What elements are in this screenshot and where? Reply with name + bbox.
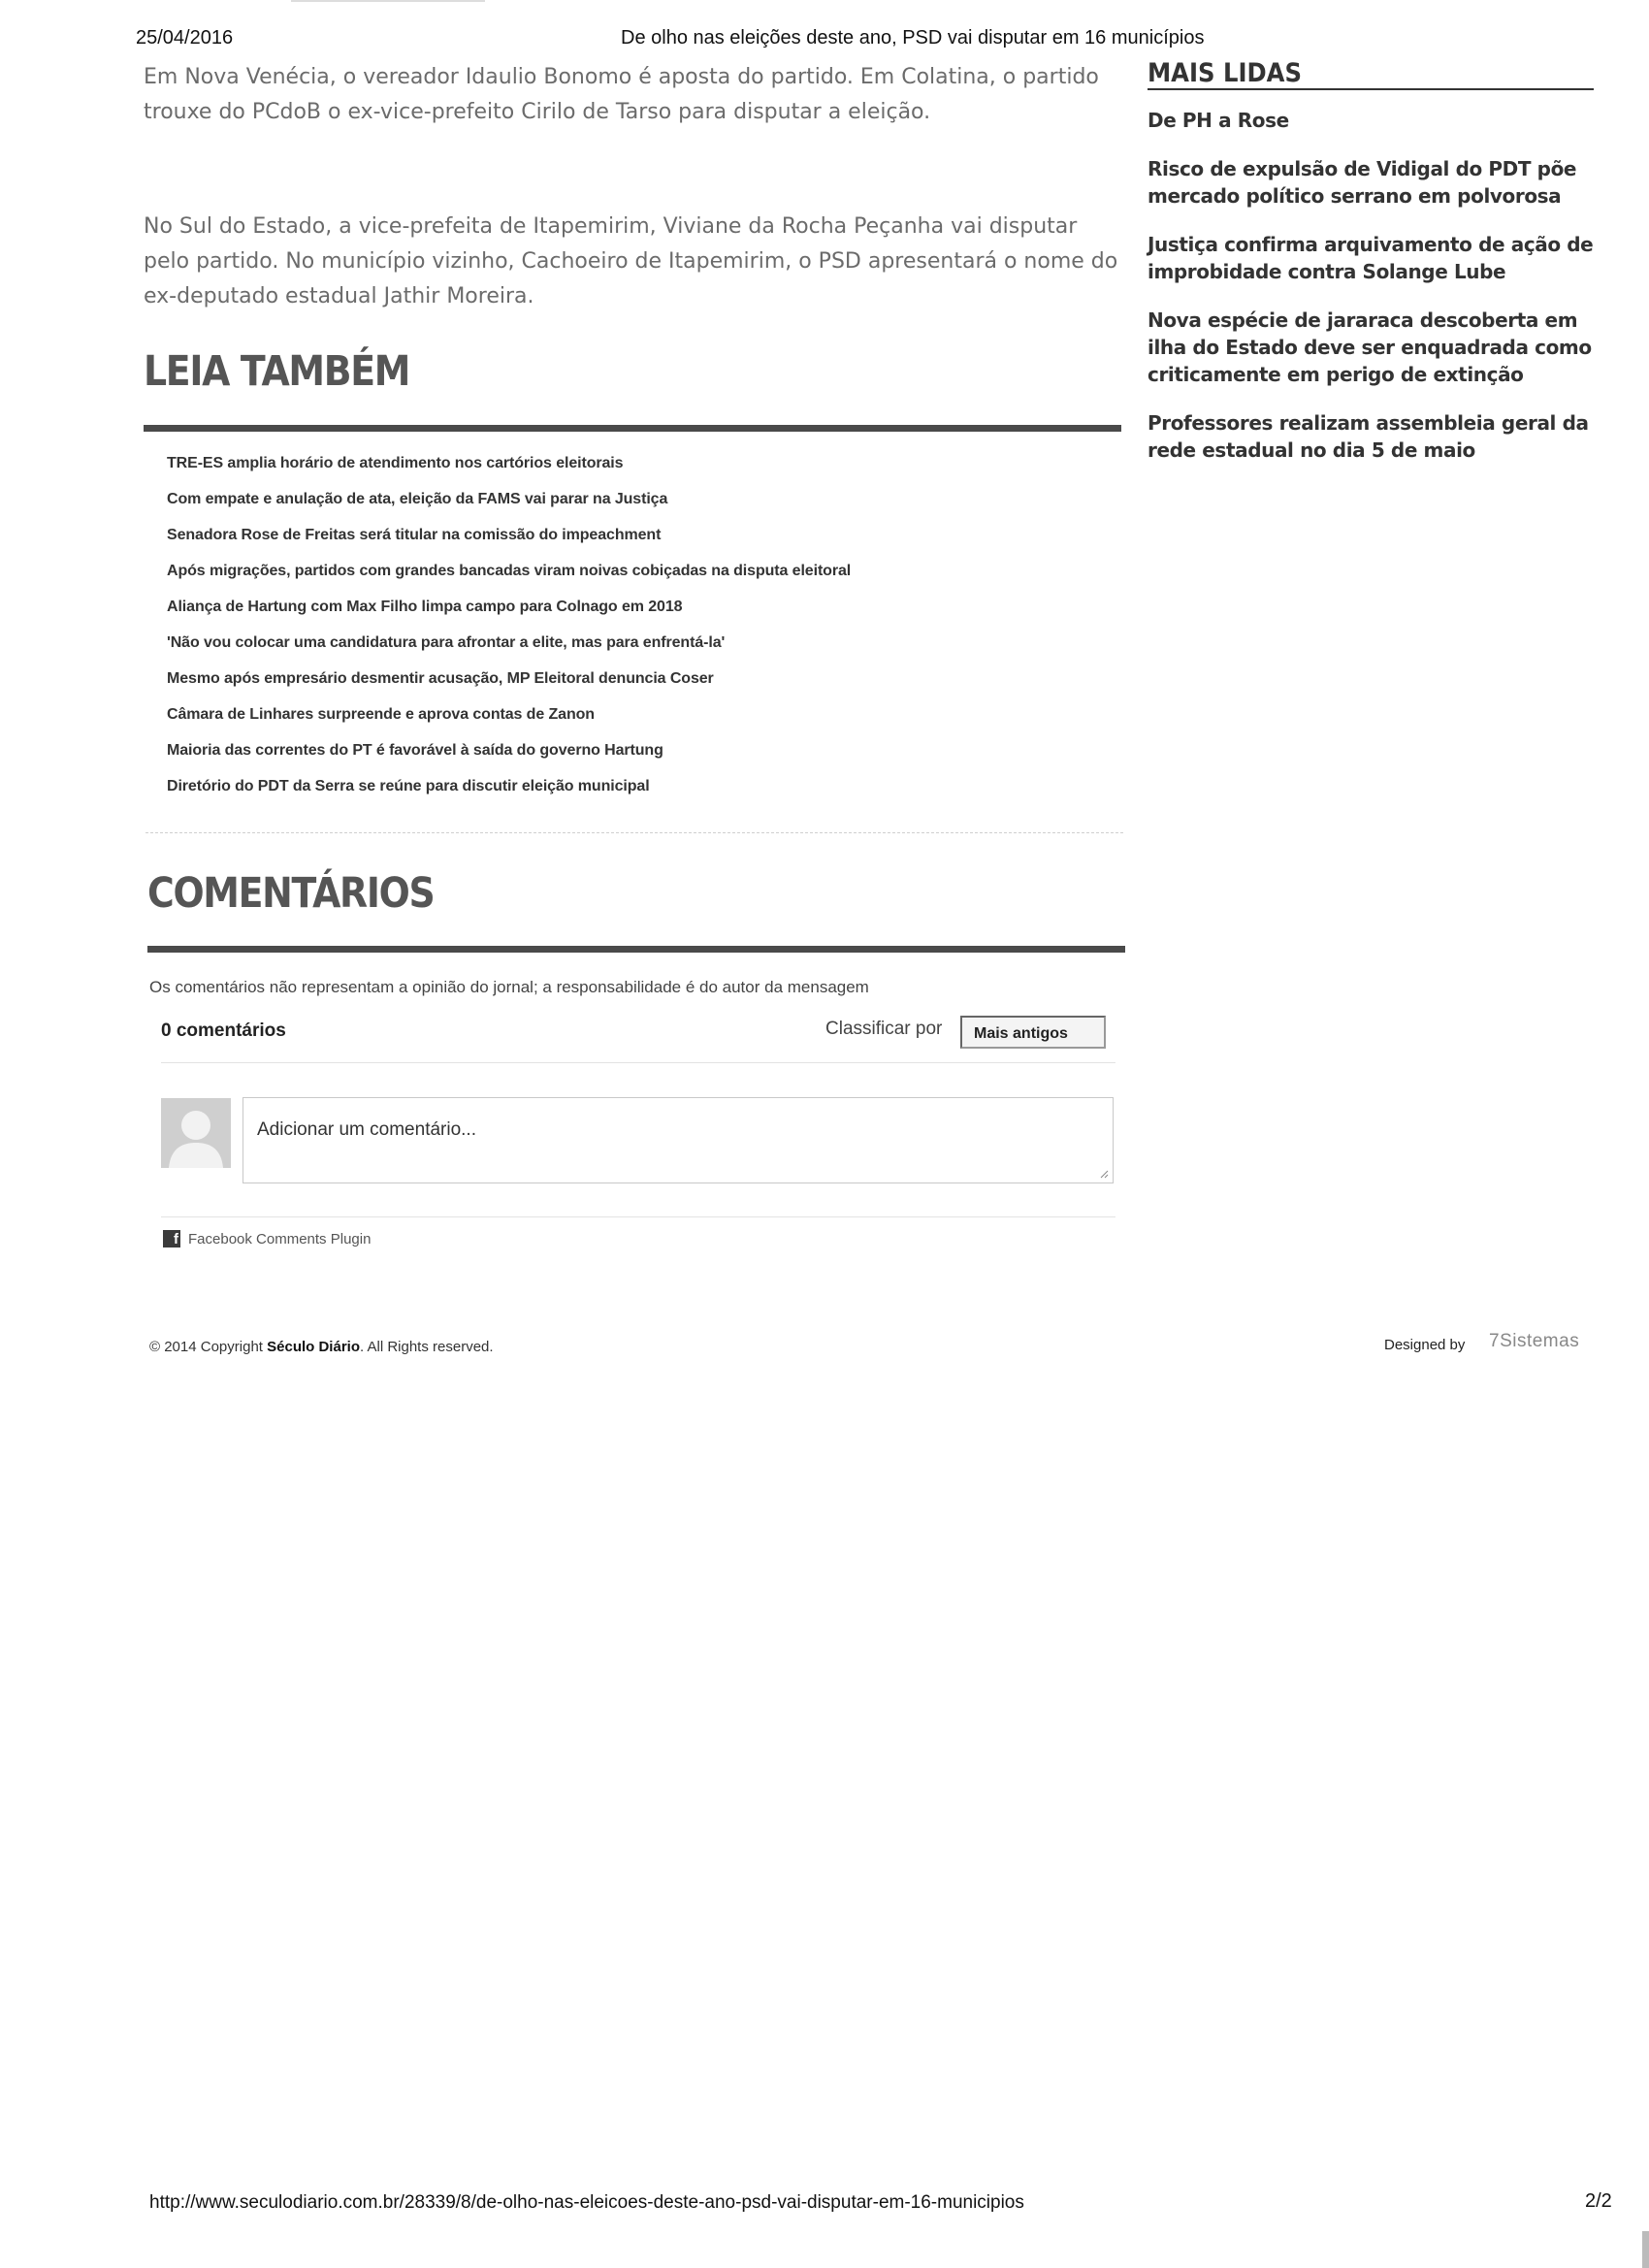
mais-lidas-link[interactable]: Nova espécie de jararaca descoberta em ilha do Estado deve ser enquadrada como criticamente em perigo de extinção xyxy=(1148,308,1592,386)
leia-tambem-link[interactable]: Câmara de Linhares surpreende e aprova contas de Zanon xyxy=(167,706,595,723)
leia-tambem-link[interactable]: Aliança de Hartung com Max Filho limpa campo para Colnago em 2018 xyxy=(167,599,683,615)
mais-lidas-link[interactable]: Professores realizam assembleia geral da rede estadual no dia 5 de maio xyxy=(1148,411,1589,462)
designer-link[interactable]: 7Sistemas xyxy=(1489,1331,1580,1351)
mais-lidas-link[interactable]: Risco de expulsão de Vidigal do PDT põe mercado político serrano em polvorosa xyxy=(1148,157,1577,208)
comment-count: 0 comentários xyxy=(161,1021,286,1041)
comments-divider xyxy=(161,1216,1116,1217)
leia-tambem-link[interactable]: Mesmo após empresário desmentir acusação, MP Eleitoral denuncia Coser xyxy=(167,670,714,687)
list-divider xyxy=(146,832,1123,833)
print-url: http://www.seculodiario.com.br/28339/8/de-olho-nas-eleicoes-deste-ano-psd-vai-disputar-em-16-municipios xyxy=(149,2192,1024,2213)
comments-divider xyxy=(161,1062,1116,1063)
comments-disclaimer: Os comentários não representam a opinião do jornal; a responsabilidade é do autor da mensagem xyxy=(149,978,869,996)
mais-lidas-list xyxy=(1148,107,1603,485)
scan-artifact xyxy=(1642,2231,1649,2268)
resize-grip-icon xyxy=(1099,1169,1109,1179)
brand-name: Século Diário xyxy=(267,1339,360,1355)
mais-lidas-title: MAIS LIDAS xyxy=(1148,58,1303,88)
designed-by-label: Designed by xyxy=(1384,1337,1466,1353)
mais-lidas-link[interactable]: Justiça confirma arquivamento de ação de improbidade contra Solange Lube xyxy=(1148,233,1594,283)
print-page-title: De olho nas eleições deste ano, PSD vai disputar em 16 municípios xyxy=(621,27,1205,49)
comentarios-title: COMENTÁRIOS xyxy=(147,869,435,918)
article-body xyxy=(144,60,1125,130)
leia-tambem-link[interactable]: Com empate e anulação de ata, eleição da FAMS vai parar na Justiça xyxy=(167,491,668,507)
leia-tambem-link[interactable]: TRE-ES amplia horário de atendimento nos cartórios eleitorais xyxy=(167,455,624,471)
user-silhouette-icon xyxy=(161,1098,231,1168)
scan-artifact xyxy=(291,0,485,2)
leia-tambem-link[interactable]: Após migrações, partidos com grandes bancadas viram noivas cobiçadas na disputa eleitoral xyxy=(167,563,852,579)
leia-tambem-list xyxy=(167,454,1127,813)
facebook-plugin-link[interactable] xyxy=(163,1230,371,1247)
leia-tambem-link[interactable]: 'Não vou colocar uma candidatura para afrontar a elite, mas para enfrentá-la' xyxy=(167,634,726,651)
print-page-number: 2/2 xyxy=(1585,2190,1612,2212)
leia-tambem-link[interactable]: Maioria das correntes do PT é favorável à saída do governo Hartung xyxy=(167,742,663,759)
sort-select[interactable]: Mais antigos xyxy=(960,1016,1106,1049)
print-date: 25/04/2016 xyxy=(136,27,234,49)
avatar xyxy=(161,1098,231,1168)
leia-tambem-link[interactable]: Senadora Rose de Freitas será titular na comissão do impeachment xyxy=(167,527,662,543)
copyright: © 2014 Copyright Século Diário. All Rights reserved. xyxy=(149,1339,494,1355)
section-divider xyxy=(147,946,1125,953)
comment-input[interactable]: Adicionar um comentário... xyxy=(242,1097,1114,1183)
facebook-plugin-label: Facebook Comments Plugin xyxy=(188,1230,372,1247)
mais-lidas-divider xyxy=(1148,88,1594,90)
article-paragraph: Em Nova Venécia, o vereador Idaulio Bonomo é aposta do partido. Em Colatina, o partido trouxe do PCdoB o ex-vice-prefeito Cirilo de Tarso para disputar a eleição. xyxy=(144,65,1099,124)
sort-label: Classificar por xyxy=(825,1019,943,1039)
mais-lidas-link[interactable]: De PH a Rose xyxy=(1148,109,1289,132)
leia-tambem-link[interactable]: Diretório do PDT da Serra se reúne para discutir eleição municipal xyxy=(167,778,650,794)
article-paragraph: No Sul do Estado, a vice-prefeita de Itapemirim, Viviane da Rocha Peçanha vai disputar pelo partido. No município vizinho, Cachoeiro de Itapemirim, o PSD apresentará o nome do ex-deputado estadual Jathir Moreira. xyxy=(144,214,1118,308)
facebook-icon: f xyxy=(163,1230,180,1247)
section-divider xyxy=(144,425,1121,432)
leia-tambem-title: LEIA TAMBÉM xyxy=(144,347,410,396)
